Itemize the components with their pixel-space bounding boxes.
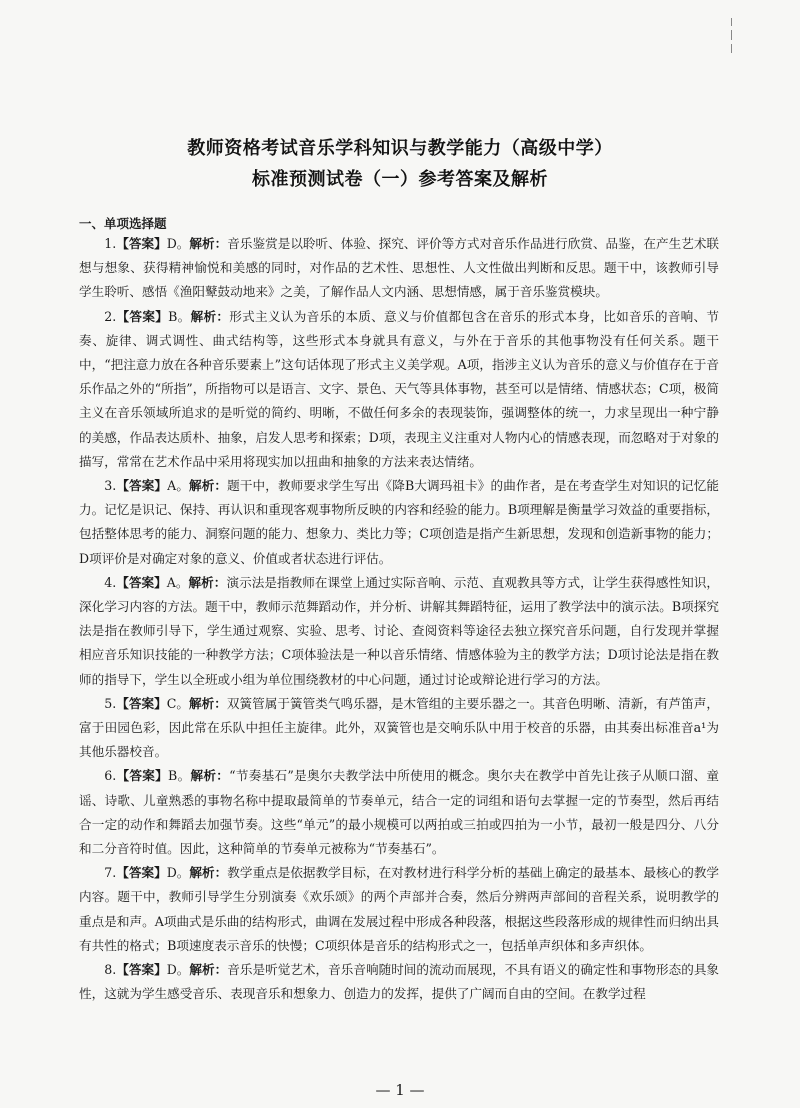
answer-letter: A。: [167, 478, 190, 494]
analysis-tag: 解析：: [189, 236, 228, 251]
answer-tag: 【答案】: [116, 236, 167, 251]
analysis-tag: 解析：: [188, 574, 227, 590]
section-heading: 一、单项选择题: [79, 216, 167, 231]
analysis-text: “节奏基石”是奥尔夫教学法中所使用的概念。奥尔夫在教学中首先让孩子从顺口溜、童谣、诗歌、儿童熟悉的事物名称中提取最简单的节奏单元，结合一定的词组和语句去掌握一定的节奏型，然后再结合一定的动作和舞蹈去加强节奏。这些“单元”的最小规模可以两拍或三拍或四拍为一小节，最初一般是四分、八分和二分音符时值。因此，这种简单的节奏单元被称为“节奏基石”。: [79, 768, 719, 857]
item-number: 8.: [104, 962, 117, 978]
item-number: 7.: [104, 865, 117, 881]
answer-item-7: [79, 861, 719, 958]
answer-tag: 【答案】: [116, 962, 167, 978]
answer-tag: 【答案】: [116, 478, 168, 494]
item-number: 1.: [104, 236, 117, 251]
analysis-tag: 解析：: [189, 865, 228, 881]
analysis-tag: 解析：: [189, 962, 228, 978]
answer-letter: D。: [166, 865, 190, 881]
answer-item-3: [79, 474, 719, 571]
item-number: 2.: [104, 308, 117, 324]
analysis-tag: 解析：: [190, 308, 230, 324]
answer-tag: 【答案】: [116, 308, 169, 324]
answer-tag: 【答案】: [116, 865, 167, 881]
scan-edge-mark: [731, 18, 732, 26]
answer-item-8: [79, 958, 719, 1006]
answer-tag: 【答案】: [116, 574, 167, 590]
analysis-text: 教学重点是依据教学目标，在对教材进行科学分析的基础上确定的最基本、最核心的教学内容。题干中，教师引导学生分别演奏《欢乐颂》的两个声部并合奏，然后分辨两声部间的音程关系，说明教学的重点是和声。A项曲式是乐曲的结构形式，曲调在发展过程中形成各种段落，根据这些段落形成的规律性而归纳出具有共性的格式；B项速度表示音乐的快慢；C项织体是音乐的结构形式之一，包括单声织体和多声织体。: [79, 865, 720, 953]
analysis-text: 双簧管属于簧管类气鸣乐器，是木管组的主要乐器之一。其音色明晰、清新，有芦笛声，富于田园色彩，因此常在乐队中担任主旋律。此外，双簧管也是交响乐队中用于校音的乐器，由其奏出标准音a¹为其他乐器校音。: [79, 695, 720, 760]
answer-item-6: [79, 764, 719, 861]
answer-letter: A。: [166, 574, 189, 590]
item-number: 5.: [104, 695, 117, 711]
analysis-tag: 解析：: [190, 768, 230, 784]
analysis-tag: 解析：: [189, 478, 228, 494]
answer-letter: D。: [166, 962, 190, 978]
analysis-tag: 解析：: [189, 695, 227, 711]
analysis-text: 音乐鉴赏是以聆听、体验、探究、评价等方式对音乐作品进行欣赏、品鉴，在产生艺术联想与想象、获得精神愉悦和美感的同时，对作品的艺术性、思想性、人文性做出判断和反思。题干中，该教师引导学生聆听、感悟《渔阳鼙鼓动地来》之美，了解作品人文内涵、思想情感，属于音乐鉴赏模块。: [79, 236, 720, 300]
answer-item-1: [79, 232, 719, 305]
item-number: 3.: [104, 478, 117, 494]
answer-tag: 【答案】: [116, 695, 167, 711]
answer-tag: 【答案】: [116, 768, 169, 784]
answer-item-4: [79, 571, 719, 692]
item-number: 4.: [104, 574, 117, 590]
answer-item-5: [79, 692, 719, 765]
answer-item-2: [79, 305, 719, 474]
analysis-text: 题干中，教师要求学生写出《降B大调玛祖卡》的曲作者，是在考查学生对知识的记忆能力。记忆是识记、保持、再认识和重现客观事物所反映的内容和经验的能力。B项理解是衡量学习效益的重要指标，包括整体思考的能力、洞察问题的能力、想象力、类比力等；C项创造是指产生新思想，发现和创造新事物的能力；D项评价是对确定对象的意义、价值或者状态进行评估。: [79, 478, 719, 566]
analysis-text: 演示法是指教师在课堂上通过实际音响、示范、直观教具等方式，让学生获得感性知识，深化学习内容的方法。题干中，教师示范舞蹈动作，并分析、讲解其舞蹈特征，运用了教学法中的演示法。B项探究法是指在教师引导下，学生通过观察、实验、思考、讨论、查阅资料等途径去独立探究音乐问题，自行发现并掌握相应音乐知识技能的一种教学方法；C项体验法是一种以音乐情绪、情感体验为主的教学方法；D项讨论法是指在教师的指导下，学生以全班或小组为单位围绕教材的中心问题，通过讨论或辩论进行学习的方法。: [79, 574, 720, 687]
analysis-text: 形式主义认为音乐的本质、意义与价值都包含在音乐的形式本身，比如音乐的音响、节奏、旋律、调式调性、曲式结构等，这些形式本身就具有意义，与外在于音乐的其他事物没有任何关系。题干中，“把注意力放在各种音乐要素上”这句话体现了形式主义美学观。A项，指涉主义认为音乐的意义与价值存在于音乐作品之外的“所指”，所指物可以是语言、文字、景色、天气等具体事物，甚至可以是情绪、情感状态；C项，极简主义在音乐领域所追求的是听觉的简约、明晰，不做任何多余的表现装饰，强调整体的统一，力求呈现出一种宁静的美感，作品表达质朴、抽象，启发人思考和探索；D项，表现主义注重对人物内心的情感表现，而忽略对于对象的描写，常常在艺术作品中采用将现实加以扭曲和抽象的方法来表达情绪。: [79, 308, 720, 469]
item-number: 6.: [104, 768, 117, 784]
scan-edge-mark: [731, 30, 732, 40]
answer-letter: B。: [168, 768, 191, 784]
scan-edge-mark: [731, 44, 732, 53]
answer-letter: C。: [166, 695, 190, 711]
answer-letter: B。: [168, 308, 191, 324]
page-number: — 1 —: [375, 1081, 425, 1099]
answer-letter: D。: [166, 236, 190, 251]
document-subtitle: 标准预测试卷（一）参考答案及解析: [252, 169, 548, 190]
answer-list: [79, 232, 719, 1007]
document-title: 教师资格考试音乐学科知识与教学能力（高级中学）: [187, 138, 613, 159]
analysis-text: 音乐是听觉艺术，音乐音响随时间的流动而展现，不具有语义的确定性和事物形态的具象性，这就为学生感受音乐、表现音乐和想象力、创造力的发挥，提供了广阔而自由的空间。在教学过程: [79, 962, 720, 1002]
